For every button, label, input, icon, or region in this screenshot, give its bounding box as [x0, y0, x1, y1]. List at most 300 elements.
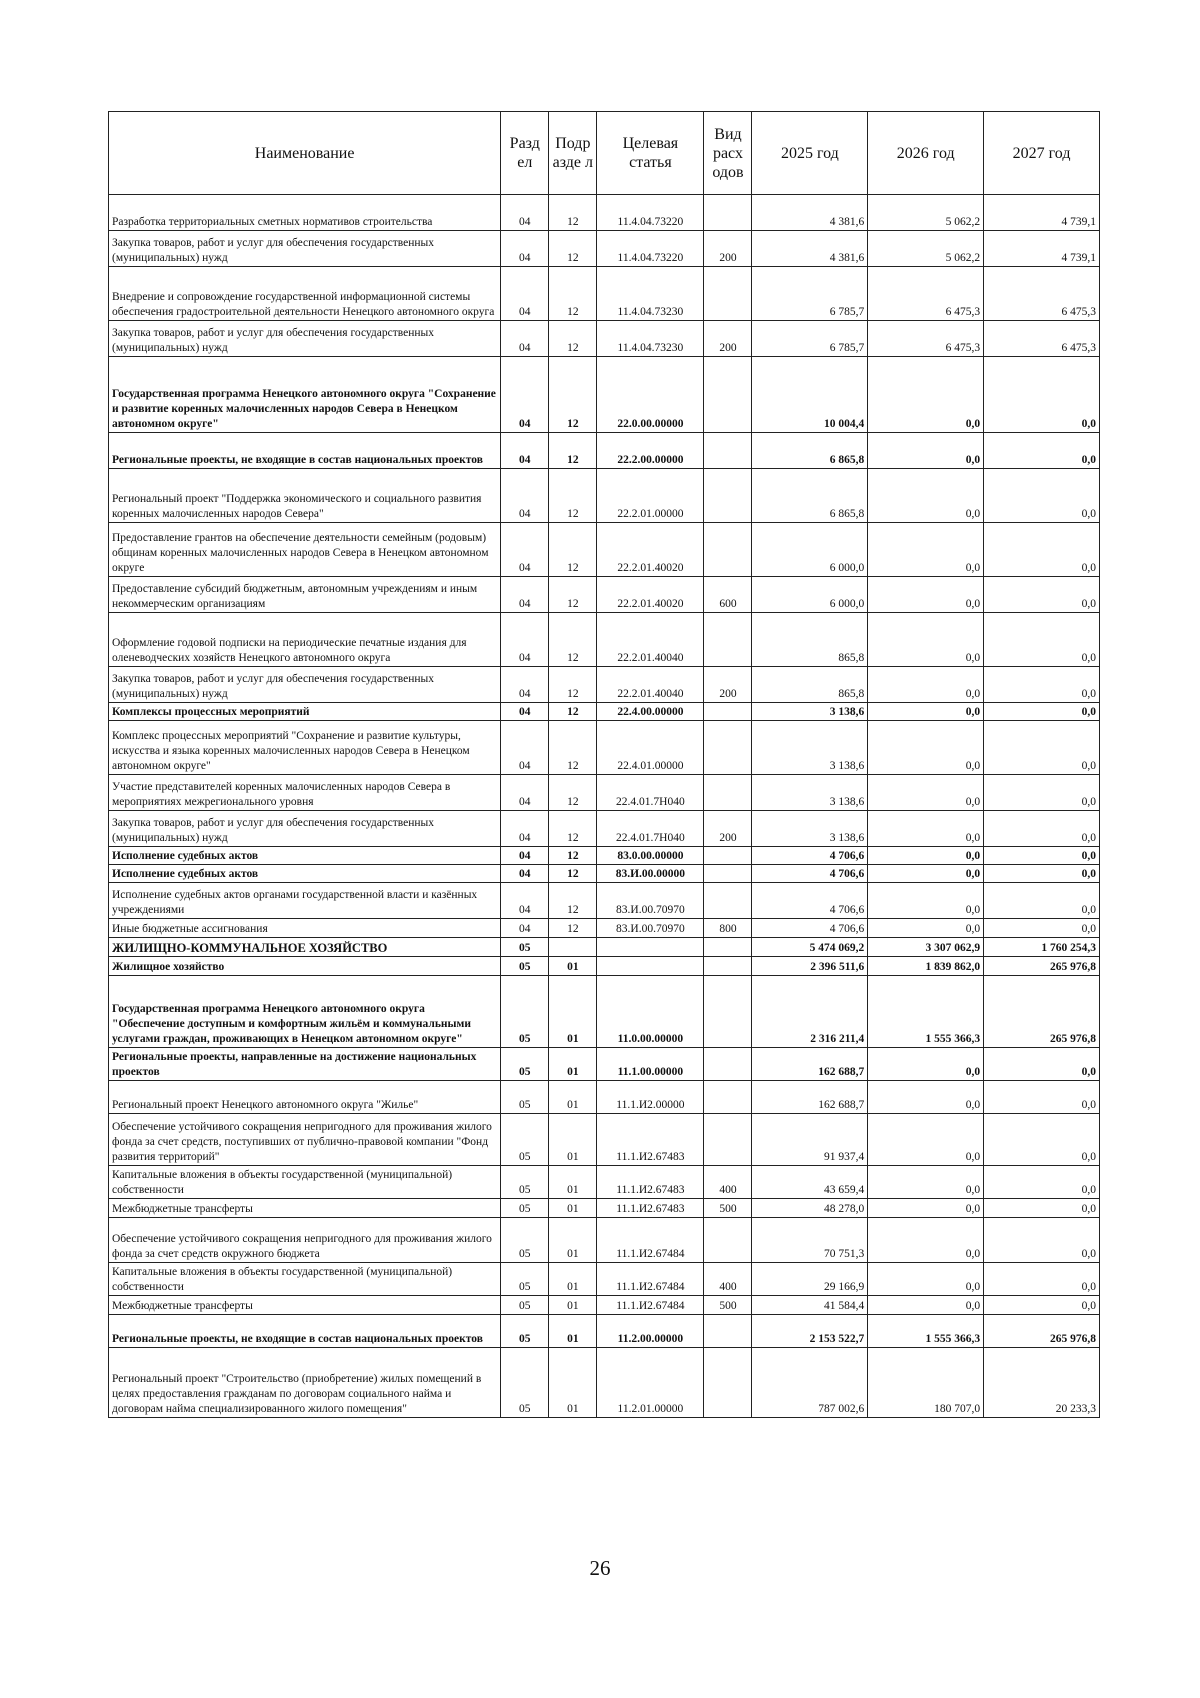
row-name: Капитальные вложения в объекты государственной (муниципальной) собственности [109, 1263, 501, 1296]
row-name: Региональные проекты, не входящие в состав национальных проектов [109, 1315, 501, 1348]
row-expense-type [704, 523, 752, 577]
row-expense-type [704, 721, 752, 775]
row-amount-2026: 0,0 [868, 357, 984, 433]
row-subsection: 12 [549, 267, 597, 321]
row-expense-type [704, 847, 752, 865]
row-amount-2026: 0,0 [868, 1048, 984, 1081]
row-amount-2026: 0,0 [868, 775, 984, 811]
row-section: 04 [501, 919, 549, 938]
row-subsection: 12 [549, 523, 597, 577]
row-amount-2026: 0,0 [868, 1199, 984, 1218]
row-amount-2027: 0,0 [984, 469, 1100, 523]
row-name: Закупка товаров, работ и услуг для обеспечения государственных (муниципальных) нужд [109, 667, 501, 703]
row-section: 04 [501, 667, 549, 703]
row-name: Исполнение судебных актов [109, 847, 501, 865]
row-target: 22.2.01.40020 [597, 523, 704, 577]
row-amount-2026: 0,0 [868, 1114, 984, 1166]
row-section: 04 [501, 721, 549, 775]
row-subsection: 12 [549, 231, 597, 267]
row-target: 22.4.01.7Н040 [597, 811, 704, 847]
row-name: Обеспечение устойчивого сокращения непригодного для проживания жилого фонда за счет средств окружного бюджета [109, 1218, 501, 1263]
table-row [109, 1199, 1100, 1218]
row-subsection: 12 [549, 321, 597, 357]
row-name: Межбюджетные трансферты [109, 1296, 501, 1315]
row-amount-2027: 4 739,1 [984, 231, 1100, 267]
row-amount-2027: 0,0 [984, 883, 1100, 919]
row-amount-2027: 0,0 [984, 847, 1100, 865]
row-section: 04 [501, 577, 549, 613]
row-target: 22.2.01.40040 [597, 667, 704, 703]
row-expense-type [704, 1048, 752, 1081]
row-expense-type [704, 357, 752, 433]
row-amount-2026: 0,0 [868, 919, 984, 938]
row-amount-2026: 0,0 [868, 1081, 984, 1114]
budget-sheet [108, 111, 1100, 1418]
header-year-2026: 2026 год [868, 112, 984, 195]
row-target: 11.1.И2.67484 [597, 1218, 704, 1263]
row-subsection: 01 [549, 1263, 597, 1296]
row-section: 04 [501, 469, 549, 523]
row-expense-type: 800 [704, 919, 752, 938]
row-subsection: 01 [549, 1048, 597, 1081]
row-amount-2027: 0,0 [984, 1166, 1100, 1199]
table-row [109, 321, 1100, 357]
row-amount-2025: 2 316 211,4 [752, 976, 868, 1048]
row-target: 11.4.04.73230 [597, 321, 704, 357]
row-subsection: 12 [549, 577, 597, 613]
row-amount-2027: 0,0 [984, 1296, 1100, 1315]
row-amount-2027: 1 760 254,3 [984, 938, 1100, 957]
row-expense-type [704, 1315, 752, 1348]
row-subsection: 01 [549, 1166, 597, 1199]
row-section: 05 [501, 1166, 549, 1199]
table-row [109, 938, 1100, 957]
table-row [109, 883, 1100, 919]
row-section: 05 [501, 1218, 549, 1263]
row-subsection: 01 [549, 1114, 597, 1166]
row-amount-2026: 6 475,3 [868, 267, 984, 321]
row-expense-type [704, 976, 752, 1048]
row-name: Капитальные вложения в объекты государственной (муниципальной) собственности [109, 1166, 501, 1199]
row-amount-2027: 0,0 [984, 811, 1100, 847]
row-target: 83.0.00.00000 [597, 847, 704, 865]
row-amount-2025: 6 785,7 [752, 321, 868, 357]
row-amount-2027: 0,0 [984, 1263, 1100, 1296]
row-amount-2025: 6 000,0 [752, 577, 868, 613]
row-name: Внедрение и сопровождение государственной информационной системы обеспечения градостроительной деятельности Ненецкого автономного округа [109, 267, 501, 321]
table-row [109, 1315, 1100, 1348]
row-subsection: 12 [549, 721, 597, 775]
header-year-2025: 2025 год [752, 112, 868, 195]
table-row [109, 919, 1100, 938]
row-amount-2025: 3 138,6 [752, 703, 868, 721]
row-amount-2025: 4 706,6 [752, 847, 868, 865]
table-row [109, 1348, 1100, 1418]
table-row [109, 811, 1100, 847]
row-amount-2025: 6 865,8 [752, 469, 868, 523]
row-amount-2026: 6 475,3 [868, 321, 984, 357]
row-amount-2026: 0,0 [868, 613, 984, 667]
row-amount-2025: 6 000,0 [752, 523, 868, 577]
row-section: 05 [501, 1348, 549, 1418]
row-amount-2026: 0,0 [868, 1218, 984, 1263]
row-subsection: 12 [549, 847, 597, 865]
row-amount-2026: 5 062,2 [868, 231, 984, 267]
row-expense-type [704, 865, 752, 883]
row-section: 05 [501, 1114, 549, 1166]
row-amount-2026: 0,0 [868, 865, 984, 883]
row-amount-2026: 0,0 [868, 667, 984, 703]
row-amount-2027: 0,0 [984, 613, 1100, 667]
row-target: 22.2.01.00000 [597, 469, 704, 523]
table-header [109, 112, 1100, 195]
table-row [109, 1296, 1100, 1315]
row-amount-2026: 1 839 862,0 [868, 957, 984, 976]
row-subsection: 01 [549, 1315, 597, 1348]
row-expense-type: 200 [704, 811, 752, 847]
row-amount-2026: 0,0 [868, 1263, 984, 1296]
row-target: 11.2.00.00000 [597, 1315, 704, 1348]
row-target: 22.2.01.40040 [597, 613, 704, 667]
row-subsection: 01 [549, 976, 597, 1048]
row-expense-type [704, 613, 752, 667]
row-name: Жилищное хозяйство [109, 957, 501, 976]
row-amount-2027: 20 233,3 [984, 1348, 1100, 1418]
row-name: Исполнение судебных актов органами государственной власти и казённых учреждениями [109, 883, 501, 919]
row-section: 04 [501, 231, 549, 267]
row-subsection: 12 [549, 775, 597, 811]
row-amount-2027: 265 976,8 [984, 1315, 1100, 1348]
row-amount-2027: 0,0 [984, 703, 1100, 721]
table-row [109, 703, 1100, 721]
row-subsection [549, 938, 597, 957]
row-name: Закупка товаров, работ и услуг для обеспечения государственных (муниципальных) нужд [109, 231, 501, 267]
row-amount-2026: 5 062,2 [868, 195, 984, 231]
table-row [109, 577, 1100, 613]
row-amount-2026: 1 555 366,3 [868, 976, 984, 1048]
row-amount-2026: 3 307 062,9 [868, 938, 984, 957]
row-amount-2027: 0,0 [984, 775, 1100, 811]
table-row [109, 1114, 1100, 1166]
row-amount-2026: 180 707,0 [868, 1348, 984, 1418]
row-expense-type [704, 938, 752, 957]
row-target: 11.1.00.00000 [597, 1048, 704, 1081]
table-row [109, 231, 1100, 267]
row-name: Региональные проекты, направленные на достижение национальных проектов [109, 1048, 501, 1081]
row-amount-2025: 41 584,4 [752, 1296, 868, 1315]
row-name: Предоставление субсидий бюджетным, автономным учреждениям и иным некоммерческим организациям [109, 577, 501, 613]
row-target: 22.2.00.00000 [597, 433, 704, 469]
table-row [109, 775, 1100, 811]
row-subsection: 01 [549, 957, 597, 976]
table-row [109, 523, 1100, 577]
row-expense-type [704, 433, 752, 469]
row-amount-2025: 3 138,6 [752, 721, 868, 775]
row-amount-2025: 6 865,8 [752, 433, 868, 469]
row-amount-2026: 0,0 [868, 1166, 984, 1199]
row-amount-2026: 0,0 [868, 1296, 984, 1315]
row-expense-type: 200 [704, 321, 752, 357]
row-section: 04 [501, 883, 549, 919]
row-expense-type: 600 [704, 577, 752, 613]
table-row [109, 195, 1100, 231]
row-amount-2025: 4 706,6 [752, 883, 868, 919]
row-amount-2027: 0,0 [984, 667, 1100, 703]
row-target: 11.1.И2.67484 [597, 1296, 704, 1315]
header-subsection: Подр азде л [549, 112, 597, 195]
row-target: 11.0.00.00000 [597, 976, 704, 1048]
row-target [597, 957, 704, 976]
row-amount-2026: 0,0 [868, 523, 984, 577]
budget-table [108, 111, 1100, 1418]
row-name: Комплексы процессных мероприятий [109, 703, 501, 721]
row-amount-2025: 4 706,6 [752, 865, 868, 883]
row-expense-type [704, 957, 752, 976]
header-year-2027: 2027 год [984, 112, 1100, 195]
row-target: 11.2.01.00000 [597, 1348, 704, 1418]
row-name: Государственная программа Ненецкого автономного округа "Сохранение и развитие коренных малочисленных народов Севера в Ненецком автономном округе" [109, 357, 501, 433]
row-amount-2026: 0,0 [868, 469, 984, 523]
table-row [109, 1263, 1100, 1296]
table-row [109, 1218, 1100, 1263]
row-subsection: 12 [549, 883, 597, 919]
table-row [109, 357, 1100, 433]
row-name: Оформление годовой подписки на периодические печатные издания для оленеводческих хозяйств Ненецкого автономного округа [109, 613, 501, 667]
row-amount-2025: 865,8 [752, 613, 868, 667]
row-expense-type: 500 [704, 1296, 752, 1315]
table-row [109, 721, 1100, 775]
row-amount-2025: 162 688,7 [752, 1081, 868, 1114]
row-subsection: 12 [549, 919, 597, 938]
table-row [109, 267, 1100, 321]
row-name: Закупка товаров, работ и услуг для обеспечения государственных (муниципальных) нужд [109, 321, 501, 357]
row-subsection: 12 [549, 811, 597, 847]
row-name: Обеспечение устойчивого сокращения непригодного для проживания жилого фонда за счет средств, поступивших от публично-правовой компании "Фонд развития территорий" [109, 1114, 501, 1166]
row-expense-type: 400 [704, 1166, 752, 1199]
row-amount-2027: 6 475,3 [984, 267, 1100, 321]
row-name: Региональные проекты, не входящие в состав национальных проектов [109, 433, 501, 469]
row-subsection: 12 [549, 433, 597, 469]
row-amount-2026: 0,0 [868, 577, 984, 613]
table-row [109, 847, 1100, 865]
row-amount-2025: 5 474 069,2 [752, 938, 868, 957]
row-amount-2025: 91 937,4 [752, 1114, 868, 1166]
row-section: 04 [501, 613, 549, 667]
row-section: 04 [501, 357, 549, 433]
row-section: 04 [501, 523, 549, 577]
row-target: 11.4.04.73220 [597, 231, 704, 267]
row-amount-2025: 43 659,4 [752, 1166, 868, 1199]
row-expense-type [704, 703, 752, 721]
row-name: Комплекс процессных мероприятий "Сохранение и развитие культуры, искусства и языка коренных малочисленных народов Севера в Ненецком автономном округе" [109, 721, 501, 775]
row-amount-2026: 1 555 366,3 [868, 1315, 984, 1348]
row-target [597, 938, 704, 957]
row-expense-type [704, 1218, 752, 1263]
table-row [109, 957, 1100, 976]
row-section: 04 [501, 433, 549, 469]
row-target: 83.И.00.00000 [597, 865, 704, 883]
row-expense-type [704, 775, 752, 811]
row-target: 11.1.И2.67483 [597, 1114, 704, 1166]
row-amount-2025: 2 396 511,6 [752, 957, 868, 976]
row-subsection: 01 [549, 1296, 597, 1315]
row-section: 04 [501, 865, 549, 883]
table-row [109, 1166, 1100, 1199]
row-amount-2026: 0,0 [868, 433, 984, 469]
row-amount-2027: 0,0 [984, 577, 1100, 613]
row-name: Иные бюджетные ассигнования [109, 919, 501, 938]
row-target: 22.4.01.7Н040 [597, 775, 704, 811]
page-number: 26 [589, 1556, 611, 1580]
row-amount-2027: 0,0 [984, 919, 1100, 938]
table-row [109, 469, 1100, 523]
row-amount-2025: 4 706,6 [752, 919, 868, 938]
row-amount-2027: 6 475,3 [984, 321, 1100, 357]
row-amount-2025: 6 785,7 [752, 267, 868, 321]
row-target: 11.1.И2.67483 [597, 1199, 704, 1218]
row-amount-2027: 265 976,8 [984, 957, 1100, 976]
row-expense-type: 400 [704, 1263, 752, 1296]
row-subsection: 12 [549, 865, 597, 883]
row-amount-2027: 0,0 [984, 1199, 1100, 1218]
table-row [109, 1048, 1100, 1081]
row-target: 11.4.04.73220 [597, 195, 704, 231]
header-name: Наименование [109, 112, 501, 195]
row-amount-2027: 0,0 [984, 357, 1100, 433]
row-target: 11.4.04.73230 [597, 267, 704, 321]
table-row [109, 433, 1100, 469]
row-name: Региональный проект Ненецкого автономного округа "Жилье" [109, 1081, 501, 1114]
row-amount-2027: 0,0 [984, 1048, 1100, 1081]
row-amount-2025: 29 166,9 [752, 1263, 868, 1296]
header-section: Разд ел [501, 112, 549, 195]
row-amount-2025: 48 278,0 [752, 1199, 868, 1218]
row-section: 05 [501, 1263, 549, 1296]
table-body [109, 195, 1100, 1418]
row-section: 05 [501, 1296, 549, 1315]
row-section: 04 [501, 847, 549, 865]
row-expense-type: 200 [704, 231, 752, 267]
row-amount-2025: 4 381,6 [752, 231, 868, 267]
row-amount-2027: 4 739,1 [984, 195, 1100, 231]
row-section: 05 [501, 1315, 549, 1348]
row-amount-2026: 0,0 [868, 847, 984, 865]
row-amount-2027: 265 976,8 [984, 976, 1100, 1048]
row-expense-type [704, 195, 752, 231]
row-target: 22.2.01.40020 [597, 577, 704, 613]
row-target: 83.И.00.70970 [597, 919, 704, 938]
row-section: 04 [501, 703, 549, 721]
row-subsection: 12 [549, 613, 597, 667]
row-amount-2025: 3 138,6 [752, 775, 868, 811]
row-name: ЖИЛИЩНО-КОММУНАЛЬНОЕ ХОЗЯЙСТВО [109, 938, 501, 957]
row-name: Закупка товаров, работ и услуг для обеспечения государственных (муниципальных) нужд [109, 811, 501, 847]
row-amount-2027: 0,0 [984, 865, 1100, 883]
table-row [109, 667, 1100, 703]
row-amount-2027: 0,0 [984, 433, 1100, 469]
row-subsection: 01 [549, 1199, 597, 1218]
row-section: 04 [501, 267, 549, 321]
row-name: Разработка территориальных сметных нормативов строительства [109, 195, 501, 231]
row-subsection: 12 [549, 667, 597, 703]
row-amount-2026: 0,0 [868, 811, 984, 847]
row-amount-2025: 162 688,7 [752, 1048, 868, 1081]
row-subsection: 12 [549, 469, 597, 523]
header-target: Целевая статья [597, 112, 704, 195]
row-section: 05 [501, 1048, 549, 1081]
row-amount-2025: 2 153 522,7 [752, 1315, 868, 1348]
row-section: 05 [501, 1199, 549, 1218]
row-section: 04 [501, 195, 549, 231]
row-subsection: 12 [549, 357, 597, 433]
row-subsection: 01 [549, 1348, 597, 1418]
row-expense-type [704, 469, 752, 523]
header-expense-type: Вид расх одов [704, 112, 752, 195]
row-section: 05 [501, 957, 549, 976]
table-row [109, 1081, 1100, 1114]
row-target: 22.4.01.00000 [597, 721, 704, 775]
row-expense-type: 500 [704, 1199, 752, 1218]
row-amount-2027: 0,0 [984, 1114, 1100, 1166]
row-name: Исполнение судебных актов [109, 865, 501, 883]
row-expense-type [704, 1081, 752, 1114]
row-target: 22.4.00.00000 [597, 703, 704, 721]
row-expense-type [704, 1348, 752, 1418]
row-amount-2025: 70 751,3 [752, 1218, 868, 1263]
row-section: 05 [501, 976, 549, 1048]
row-amount-2027: 0,0 [984, 523, 1100, 577]
row-target: 83.И.00.70970 [597, 883, 704, 919]
row-expense-type: 200 [704, 667, 752, 703]
row-amount-2026: 0,0 [868, 883, 984, 919]
row-section: 05 [501, 1081, 549, 1114]
row-name: Региональный проект "Поддержка экономического и социального развития коренных малочисленных народов Севера" [109, 469, 501, 523]
table-row [109, 865, 1100, 883]
row-amount-2027: 0,0 [984, 1081, 1100, 1114]
row-expense-type [704, 1114, 752, 1166]
row-section: 05 [501, 938, 549, 957]
table-row [109, 976, 1100, 1048]
row-expense-type [704, 267, 752, 321]
row-amount-2025: 865,8 [752, 667, 868, 703]
row-target: 22.0.00.00000 [597, 357, 704, 433]
row-amount-2027: 0,0 [984, 721, 1100, 775]
row-amount-2027: 0,0 [984, 1218, 1100, 1263]
row-amount-2026: 0,0 [868, 721, 984, 775]
row-amount-2025: 4 381,6 [752, 195, 868, 231]
row-section: 04 [501, 811, 549, 847]
row-amount-2026: 0,0 [868, 703, 984, 721]
row-subsection: 01 [549, 1218, 597, 1263]
row-amount-2025: 787 002,6 [752, 1348, 868, 1418]
row-name: Государственная программа Ненецкого автономного округа "Обеспечение доступным и комфортным жильём и коммунальными услугами граждан, проживающих в Ненецком автономном округе" [109, 976, 501, 1048]
row-subsection: 12 [549, 195, 597, 231]
row-target: 11.1.И2.67483 [597, 1166, 704, 1199]
table-row [109, 613, 1100, 667]
row-target: 11.1.И2.00000 [597, 1081, 704, 1114]
row-name: Региональный проект "Строительство (приобретение) жилых помещений в целях предоставления гражданам по договорам социального найма и договорам найма специализированного жилого помещения" [109, 1348, 501, 1418]
row-amount-2025: 10 004,4 [752, 357, 868, 433]
row-section: 04 [501, 775, 549, 811]
row-target: 11.1.И2.67484 [597, 1263, 704, 1296]
row-name: Участие представителей коренных малочисленных народов Севера в мероприятиях межрегионального уровня [109, 775, 501, 811]
row-subsection: 01 [549, 1081, 597, 1114]
row-amount-2025: 3 138,6 [752, 811, 868, 847]
row-name: Межбюджетные трансферты [109, 1199, 501, 1218]
row-name: Предоставление грантов на обеспечение деятельности семейным (родовым) общинам коренных малочисленных народов Севера в Ненецком автономном округе [109, 523, 501, 577]
row-subsection: 12 [549, 703, 597, 721]
row-expense-type [704, 883, 752, 919]
